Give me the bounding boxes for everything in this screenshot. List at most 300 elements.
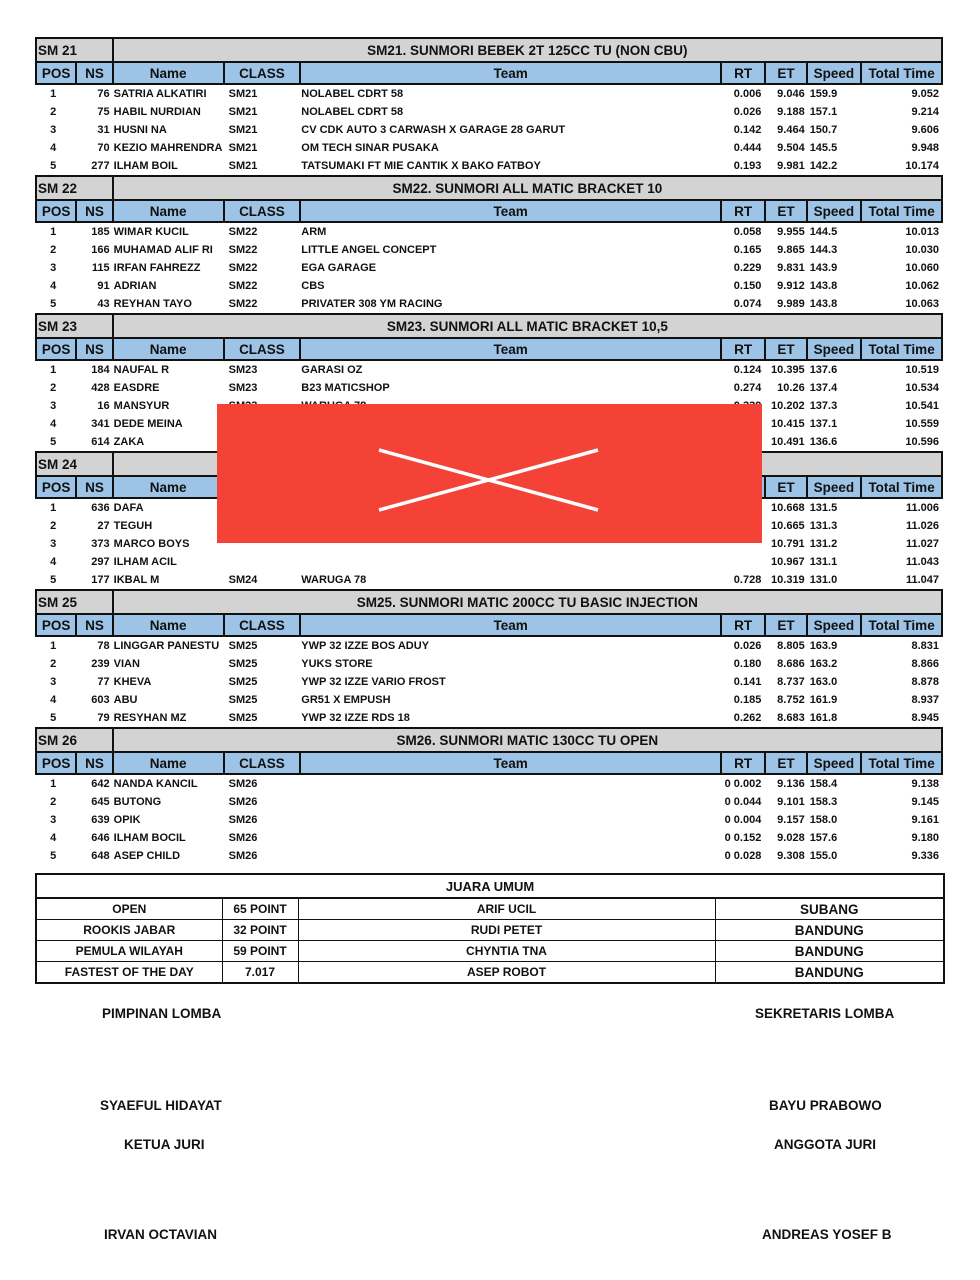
juara-row (36, 941, 944, 962)
cell-pos: 5 (50, 574, 57, 586)
cell-et: 9.504 (777, 142, 805, 154)
cell-et: 10.668 (771, 502, 805, 514)
cell-pos: 3 (50, 124, 57, 136)
section-code: SM 23 (36, 314, 113, 338)
column-header-total: Total Time (861, 476, 942, 498)
cell-et: 9.464 (777, 124, 805, 136)
column-header-rt: RT (721, 62, 765, 84)
column-header-name: Name (113, 476, 224, 498)
column-header-et: ET (765, 752, 806, 774)
cell-pos: 2 (50, 658, 57, 670)
column-header-speed: Speed (807, 752, 861, 774)
table-row (36, 847, 942, 865)
cell-total: 10.541 (905, 400, 939, 412)
cell-rt: 0.728 (733, 574, 762, 586)
cell-rt: 0.274 (733, 382, 762, 394)
table-row (36, 157, 942, 176)
cell-pos: 3 (50, 814, 57, 826)
cell-class (224, 553, 301, 571)
cell-pos: 1 (50, 778, 57, 790)
cell-ns: 27 (97, 520, 110, 532)
column-header-speed: Speed (807, 62, 861, 84)
cell-speed: 158.3 (809, 796, 838, 808)
cell-et: 9.101 (777, 796, 805, 808)
column-header-name: Name (113, 200, 224, 222)
cell-total: 11.006 (905, 502, 939, 514)
cell-name: IRFAN FAHREZZ (113, 262, 201, 274)
column-header-pos: POS (36, 62, 76, 84)
cell-total: 9.948 (911, 142, 939, 154)
cell-team: EGA GARAGE (301, 262, 377, 274)
cell-pos: 4 (50, 418, 57, 430)
juara-point: 7.017 (222, 962, 298, 984)
column-header-rt: RT (721, 200, 765, 222)
anggota-juri-label: ANGGOTA JURI (774, 1137, 877, 1152)
cell-class: SM25 (228, 640, 258, 652)
cell-et: 10.791 (771, 538, 805, 550)
cell-rt: 0.262 (733, 712, 762, 724)
column-header-pos: POS (36, 614, 76, 636)
cell-name: SATRIA ALKATIRI (113, 88, 207, 100)
cell-speed: 144.3 (809, 244, 838, 256)
juara-cat: OPEN (36, 898, 222, 920)
cell-name: DEDE MEINA (113, 418, 183, 430)
table-row (36, 811, 942, 829)
column-header-team: Team (300, 338, 721, 360)
cell-rt (721, 553, 765, 571)
juara-city: SUBANG (715, 898, 944, 920)
cell-team (300, 793, 721, 811)
cell-class: SM22 (228, 226, 258, 238)
column-header-rt: RT (721, 752, 765, 774)
juara-row (36, 962, 944, 984)
cell-name: NANDA KANCIL (113, 778, 198, 790)
cell-ns: 297 (91, 556, 110, 568)
cell-rt: 0.165 (733, 244, 762, 256)
column-header-ns: NS (76, 200, 112, 222)
column-header-et: ET (765, 476, 806, 498)
cell-total: 10.062 (905, 280, 939, 292)
column-header-speed: Speed (807, 200, 861, 222)
redaction-block (217, 404, 762, 543)
cell-total: 9.052 (911, 88, 939, 100)
cell-et: 9.955 (777, 226, 805, 238)
cell-et: 10.202 (771, 400, 805, 412)
cell-et: 8.686 (777, 658, 805, 670)
table-row (36, 553, 942, 571)
cell-pos: 2 (50, 796, 57, 808)
cell-team: YWP 32 IZZE VARIO FROST (301, 676, 446, 688)
cell-et: 8.683 (777, 712, 805, 724)
cell-total: 9.138 (911, 778, 939, 790)
cell-total: 8.937 (911, 694, 939, 706)
cell-rt: 0.180 (733, 658, 762, 670)
cell-ns: 31 (97, 124, 110, 136)
cell-total: 8.945 (911, 712, 939, 724)
cell-class: SM21 (228, 106, 258, 118)
cell-name: VIAN (113, 658, 140, 670)
column-header-ns: NS (76, 614, 112, 636)
cell-et: 10.395 (771, 364, 805, 376)
cell-class: SM22 (228, 262, 258, 274)
column-header-name: Name (113, 62, 224, 84)
cell-name: ADRIAN (113, 280, 157, 292)
cell-name: IKBAL M (113, 574, 160, 586)
cell-et: 9.308 (777, 850, 805, 862)
cell-rt: 0 0.044 (724, 796, 762, 808)
cell-team: OM TECH SINAR PUSAKA (301, 142, 439, 154)
juara-point: 65 POINT (222, 898, 298, 920)
table-row (36, 673, 942, 691)
column-header-name: Name (113, 338, 224, 360)
cell-team: GARASI OZ (301, 364, 363, 376)
cell-ns: 78 (97, 640, 110, 652)
table-row (36, 241, 942, 259)
cell-pos: 4 (50, 694, 57, 706)
cell-speed: 131.3 (809, 520, 838, 532)
cell-team (300, 847, 721, 865)
column-header-team: Team (300, 614, 721, 636)
cell-rt: 0.150 (733, 280, 762, 292)
cell-total: 9.145 (911, 796, 939, 808)
juara-name: RUDI PETET (298, 920, 715, 941)
cell-rt: 0.026 (733, 106, 762, 118)
cell-name: ILHAM BOIL (113, 160, 178, 172)
column-header-team: Team (300, 62, 721, 84)
section-code: SM 25 (36, 590, 113, 614)
cell-rt: 0 0.002 (724, 778, 762, 790)
cell-pos: 4 (50, 556, 57, 568)
cell-class: SM26 (228, 832, 258, 844)
cell-team: GR51 X EMPUSH (301, 694, 391, 706)
cell-speed: 143.8 (809, 298, 838, 310)
cell-et: 9.989 (777, 298, 805, 310)
section-title-row (36, 38, 942, 62)
cell-class: SM26 (228, 778, 258, 790)
table-row (36, 379, 942, 397)
cell-ns: 91 (97, 280, 110, 292)
juara-city: BANDUNG (715, 962, 944, 984)
cell-name: MARCO BOYS (113, 538, 190, 550)
cell-pos: 1 (50, 502, 57, 514)
cell-speed: 131.1 (809, 556, 838, 568)
cell-name: HABIL NURDIAN (113, 106, 201, 118)
cell-name: ILHAM ACIL (113, 556, 177, 568)
cell-rt: 0 0.152 (724, 832, 762, 844)
cell-team: CBS (301, 280, 325, 292)
cell-ns: 115 (91, 262, 110, 274)
cell-class: SM21 (228, 88, 258, 100)
column-header-ns: NS (76, 476, 112, 498)
cell-name: EASDRE (113, 382, 160, 394)
cell-name: KEZIO MAHRENDRA (113, 142, 223, 154)
cell-speed: 157.1 (809, 106, 838, 118)
cell-name: HUSNI NA (113, 124, 167, 136)
cell-rt: 0.185 (733, 694, 762, 706)
juara-cat: PEMULA WILAYAH (36, 941, 222, 962)
column-header-row (36, 200, 942, 222)
cell-total: 11.027 (905, 538, 939, 550)
column-header-total: Total Time (861, 62, 942, 84)
cell-rt: 0 0.028 (724, 850, 762, 862)
cell-total: 9.180 (911, 832, 939, 844)
cell-et: 9.865 (777, 244, 805, 256)
juara-row (36, 898, 944, 920)
cell-ns: 16 (97, 400, 110, 412)
cell-ns: 639 (91, 814, 110, 826)
table-row (36, 709, 942, 728)
juara-city: BANDUNG (715, 941, 944, 962)
column-header-class: CLASS (224, 62, 301, 84)
pimpinan-lomba-label: PIMPINAN LOMBA (102, 1006, 222, 1021)
ketua-juri-name: IRVAN OCTAVIAN (104, 1227, 218, 1242)
cell-ns: 77 (97, 676, 110, 688)
cell-rt: 0.006 (733, 88, 762, 100)
cell-pos: 2 (50, 382, 57, 394)
cell-class: SM21 (228, 160, 258, 172)
cell-speed: 158.0 (809, 814, 838, 826)
cell-class: SM25 (228, 676, 258, 688)
juara-umum-table (35, 873, 945, 984)
cell-pos: 5 (50, 298, 57, 310)
cell-class: SM23 (228, 382, 258, 394)
cell-et: 9.136 (777, 778, 805, 790)
cell-ns: 185 (91, 226, 110, 238)
cell-name: MUHAMAD ALIF RI (113, 244, 213, 256)
juara-city: BANDUNG (715, 920, 944, 941)
cell-total: 9.336 (911, 850, 939, 862)
cell-total: 10.534 (905, 382, 939, 394)
juara-name: ARIF UCIL (298, 898, 715, 920)
cell-speed: 136.6 (809, 436, 838, 448)
cell-ns: 645 (91, 796, 110, 808)
cell-team (300, 811, 721, 829)
section-title-row (36, 728, 942, 752)
section-code: SM 22 (36, 176, 113, 200)
cell-class: SM25 (228, 658, 258, 670)
cell-speed: 137.6 (809, 364, 838, 376)
table-row (36, 829, 942, 847)
cell-total: 9.161 (911, 814, 939, 826)
cell-ns: 341 (91, 418, 110, 430)
cell-rt: 0.142 (733, 124, 762, 136)
section-title: SM21. SUNMORI BEBEK 2T 125CC TU (NON CBU) (113, 38, 942, 62)
cell-pos: 4 (50, 280, 57, 292)
juara-umum-title: JUARA UMUM (36, 874, 944, 898)
cell-pos: 5 (50, 712, 57, 724)
cell-speed: 137.4 (809, 382, 838, 394)
column-header-pos: POS (36, 338, 76, 360)
column-header-total: Total Time (861, 614, 942, 636)
anggota-juri-name: ANDREAS YOSEF B (762, 1227, 892, 1242)
section-title: SM25. SUNMORI MATIC 200CC TU BASIC INJECTION (113, 590, 942, 614)
cell-name: ILHAM BOCIL (113, 832, 186, 844)
column-header-class: CLASS (224, 752, 301, 774)
cell-rt: 0 0.004 (724, 814, 762, 826)
cell-rt: 0.026 (733, 640, 762, 652)
cell-ns: 277 (91, 160, 110, 172)
cell-speed: 163.2 (809, 658, 838, 670)
cell-total: 9.214 (911, 106, 939, 118)
cell-ns: 43 (97, 298, 110, 310)
column-header-rt: RT (721, 338, 765, 360)
cell-name: ASEP CHILD (113, 850, 181, 862)
cell-speed: 143.9 (809, 262, 838, 274)
section-code: SM 26 (36, 728, 113, 752)
cell-speed: 157.6 (809, 832, 838, 844)
cell-class: SM26 (228, 850, 258, 862)
cell-total: 11.043 (905, 556, 939, 568)
cell-pos: 4 (50, 142, 57, 154)
cell-pos: 2 (50, 106, 57, 118)
cell-speed: 163.0 (809, 676, 838, 688)
table-row (36, 360, 942, 379)
column-header-speed: Speed (807, 338, 861, 360)
section-title-row (36, 590, 942, 614)
cell-class: SM22 (228, 298, 258, 310)
column-header-total: Total Time (861, 200, 942, 222)
cell-speed: 150.7 (809, 124, 838, 136)
cell-pos: 2 (50, 520, 57, 532)
cell-total: 10.060 (905, 262, 939, 274)
table-row (36, 222, 942, 241)
table-row (36, 121, 942, 139)
cell-team: YUKS STORE (301, 658, 373, 670)
section-title: SM26. SUNMORI MATIC 130CC TU OPEN (113, 728, 942, 752)
cell-rt: 0.141 (733, 676, 762, 688)
cell-ns: 184 (91, 364, 110, 376)
cell-et: 9.046 (777, 88, 805, 100)
column-header-ns: NS (76, 338, 112, 360)
cell-total: 8.866 (911, 658, 939, 670)
column-header-row (36, 614, 942, 636)
cell-speed: 145.5 (809, 142, 838, 154)
cell-team: NOLABEL CDRT 58 (301, 106, 404, 118)
column-header-class: CLASS (224, 614, 301, 636)
section-title-row (36, 314, 942, 338)
cell-ns: 642 (91, 778, 110, 790)
cell-team (300, 829, 721, 847)
cell-class: SM26 (228, 814, 258, 826)
cell-et: 10.415 (771, 418, 805, 430)
cell-ns: 373 (91, 538, 110, 550)
cell-speed: 161.8 (809, 712, 838, 724)
cell-pos: 3 (50, 400, 57, 412)
cell-ns: 166 (91, 244, 110, 256)
cell-et: 9.831 (777, 262, 805, 274)
cell-et: 8.805 (777, 640, 805, 652)
juara-name: ASEP ROBOT (298, 962, 715, 984)
column-header-rt: RT (721, 614, 765, 636)
cell-name: REYHAN TAYO (113, 298, 192, 310)
cell-pos: 3 (50, 538, 57, 550)
cell-total: 10.596 (905, 436, 939, 448)
cell-total: 10.174 (905, 160, 939, 172)
section-title-row (36, 176, 942, 200)
cell-speed: 161.9 (809, 694, 838, 706)
cross-icon (217, 404, 762, 543)
column-header-et: ET (765, 338, 806, 360)
juara-row (36, 920, 944, 941)
column-header-speed: Speed (807, 476, 861, 498)
cell-pos: 1 (50, 640, 57, 652)
section-title: SM23. SUNMORI ALL MATIC BRACKET 10,5 (113, 314, 942, 338)
cell-name: DAFA (113, 502, 144, 514)
juara-point: 59 POINT (222, 941, 298, 962)
cell-speed: 131.2 (809, 538, 838, 550)
cell-speed: 144.5 (809, 226, 838, 238)
cell-et: 8.752 (777, 694, 805, 706)
cell-team: NOLABEL CDRT 58 (301, 88, 404, 100)
cell-class: SM22 (228, 280, 258, 292)
table-row (36, 655, 942, 673)
cell-speed: 158.4 (809, 778, 838, 790)
cell-name: NAUFAL R (113, 364, 170, 376)
cell-class: SM25 (228, 712, 258, 724)
section-code: SM 21 (36, 38, 113, 62)
cell-pos: 4 (50, 832, 57, 844)
cell-speed: 131.0 (809, 574, 838, 586)
section-title: SM22. SUNMORI ALL MATIC BRACKET 10 (113, 176, 942, 200)
cell-name: ZAKA (113, 436, 145, 448)
cell-et: 10.319 (771, 574, 805, 586)
cell-class: SM25 (228, 694, 258, 706)
cell-ns: 646 (91, 832, 110, 844)
cell-name: OPIK (113, 814, 141, 826)
cell-ns: 76 (97, 88, 110, 100)
column-header-team: Team (300, 752, 721, 774)
cell-class: SM21 (228, 142, 258, 154)
cell-team: CV CDK AUTO 3 CARWASH X GARAGE 28 GARUT (301, 124, 566, 136)
column-header-name: Name (113, 752, 224, 774)
cell-total: 8.831 (911, 640, 939, 652)
cell-team (300, 774, 721, 793)
cell-pos: 5 (50, 436, 57, 448)
cell-total: 10.013 (905, 226, 939, 238)
juara-cat: FASTEST OF THE DAY (36, 962, 222, 984)
cell-rt: 0.058 (733, 226, 762, 238)
cell-name: RESYHAN MZ (113, 712, 187, 724)
cell-et: 9.028 (777, 832, 805, 844)
cell-speed: 142.2 (809, 160, 838, 172)
cell-team: WARUGA 78 (301, 574, 367, 586)
cell-et: 10.967 (771, 556, 805, 568)
cell-class: SM21 (228, 124, 258, 136)
cell-rt: 0.124 (733, 364, 762, 376)
cell-ns: 648 (91, 850, 110, 862)
cell-pos: 2 (50, 244, 57, 256)
column-header-et: ET (765, 62, 806, 84)
cell-speed: 143.8 (809, 280, 838, 292)
juara-cat: ROOKIS JABAR (36, 920, 222, 941)
cell-pos: 3 (50, 676, 57, 688)
cell-team: TATSUMAKI FT MIE CANTIK X BAKO FATBOY (301, 160, 541, 172)
cell-name: WIMAR KUCIL (113, 226, 189, 238)
cell-et: 10.26 (777, 382, 805, 394)
column-header-ns: NS (76, 752, 112, 774)
cell-et: 10.491 (771, 436, 805, 448)
cell-pos: 1 (50, 364, 57, 376)
column-header-speed: Speed (807, 614, 861, 636)
cell-total: 8.878 (911, 676, 939, 688)
cell-total: 11.026 (905, 520, 939, 532)
cell-et: 9.157 (777, 814, 805, 826)
juara-name: CHYNTIA TNA (298, 941, 715, 962)
cell-pos: 1 (50, 88, 57, 100)
table-row (36, 295, 942, 314)
cell-class: SM24 (228, 574, 258, 586)
cell-ns: 603 (91, 694, 110, 706)
